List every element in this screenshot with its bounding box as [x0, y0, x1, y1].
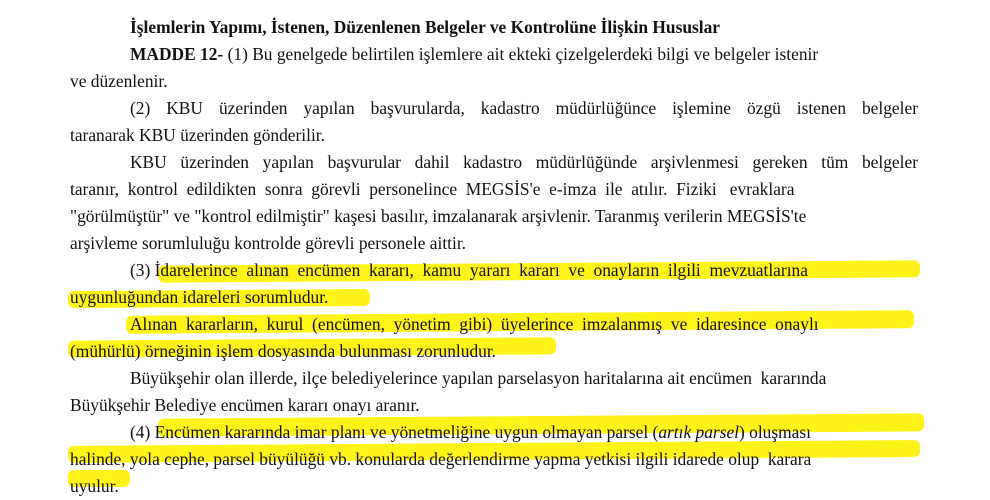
article-paragraph-1-line-2: ve düzenlenir. — [70, 71, 168, 91]
paragraph-7-line-2: halinde, yola cephe, parsel büyülüğü vb. konularda değerlendirme yapma yetkisi ilgili idarede olup karara — [70, 449, 812, 469]
article-number: MADDE 12- — [130, 44, 224, 64]
paragraph-5-line-2: (mühürlü) örneğinin işlem dosyasında bulunması zorunludur. — [70, 341, 497, 361]
paragraph-3-line-2: taranır, kontrol edildikten sonra görevli personelince MEGSİS'e e-imza ile atılır. Fiziki evraklara — [70, 179, 795, 199]
paragraph-7-text-a: Encümen kararında imar planı ve yönetmeliğine uygun olmayan parsel ( — [154, 422, 659, 442]
paragraph-7-number: (4) — [130, 422, 155, 442]
paragraph-4-line-1 — [70, 257, 918, 284]
paragraph-4-highlighted-text: İdarelerince alınan encümen kararı, kamu yararı kararı ve onayların ilgili mevzuatlarına — [154, 260, 808, 280]
document-body — [70, 14, 918, 500]
article-heading: İşlemlerin Yapımı, İstenen, Düzenlenen Belgeler ve Kontrolüne İlişkin Hususlar — [130, 17, 721, 37]
paragraph-1-text: (1) Bu genelgede belirtilen işlemlere ait ekteki çizelgelerdeki bilgi ve belgeler istenir — [223, 44, 819, 64]
paragraph-5-line-1: Alınan kararların, kurul (encümen, yönetim gibi) üyelerince imzalanmış ve idaresince onaylı — [130, 314, 819, 334]
paragraph-3-line-1: KBU üzerinden yapılan başvurular dahil kadastro müdürlüğünde arşivlenmesi gereken tüm belgeler — [130, 152, 918, 172]
paragraph-7-italic-term: artık parsel — [658, 422, 739, 442]
paragraph-7-line-3: uyulur. — [70, 476, 119, 496]
paragraph-7-line-1 — [70, 419, 918, 446]
paragraph-7-text-b: ) oluşması — [739, 422, 811, 442]
paragraph-2-line-2: taranarak KBU üzerinden gönderilir. — [70, 125, 325, 145]
paragraph-3-line-4: arşivleme sorumluluğu kontrolde görevli personele aittir. — [70, 233, 467, 253]
paragraph-2-line-1: (2) KBU üzerinden yapılan başvurularda, kadastro müdürlüğünce işlemine özgü istenen belgeler — [130, 98, 918, 118]
paragraph-4-line-2: uygunluğundan idareleri sorumludur. — [70, 287, 329, 307]
paragraph-3-line-3: "görülmüştür" ve "kontrol edilmiştir" kaşesi basılır, imzalanarak arşivlenir. Taranmış verilerin MEGSİS'te — [70, 206, 807, 226]
article-paragraph-1-line-1 — [70, 41, 918, 68]
paragraph-4-number: (3) — [130, 260, 155, 280]
paragraph-6-line-1: Büyükşehir olan illerde, ilçe belediyelerince yapılan parselasyon haritalarına ait encümen kararında — [130, 368, 827, 388]
paragraph-6-line-2: Büyükşehir Belediye encümen kararı onayı aranır. — [70, 395, 420, 415]
